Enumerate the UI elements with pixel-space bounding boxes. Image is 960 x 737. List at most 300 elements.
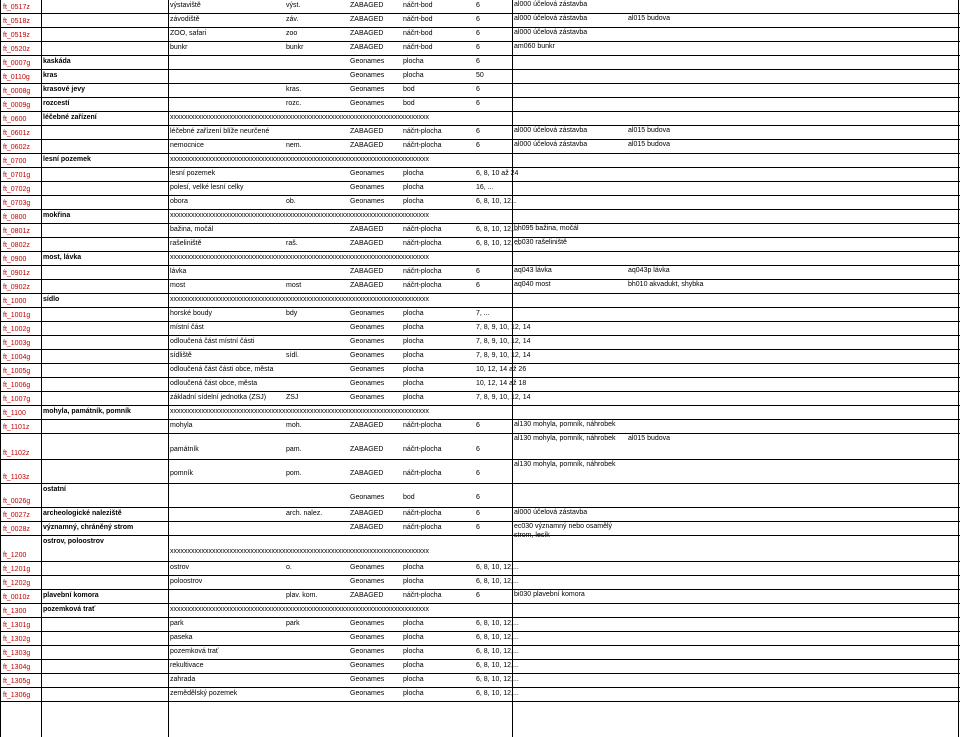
feature-code: ft_1007g <box>3 396 31 403</box>
feature-description: poloostrov <box>170 578 203 585</box>
table-row <box>0 536 960 562</box>
geometry-type: plocha <box>403 58 424 65</box>
data-source: Geonames <box>350 578 385 585</box>
primary-class: aq040 most <box>514 281 551 288</box>
data-source: ZABAGED <box>350 446 384 453</box>
primary-class: al000 účelová zástavba <box>514 29 588 36</box>
primary-class: al000 účelová zástavba <box>514 141 588 148</box>
data-source: ZABAGED <box>350 470 384 477</box>
geometry-type: náčrt-bod <box>403 30 433 37</box>
table-row <box>0 238 960 252</box>
geometry-type: náčrt-plocha <box>403 282 442 289</box>
abbreviation: park <box>286 620 300 627</box>
primary-class: eb030 rašeliniště <box>514 239 567 246</box>
category-name: ostatní <box>43 486 66 493</box>
secondary-class: al015 budova <box>628 127 671 134</box>
table-row <box>0 294 960 308</box>
table-row <box>0 308 960 322</box>
scale-levels: 6, 8, 10, 12, ... <box>476 240 521 247</box>
geometry-type: plocha <box>403 676 424 683</box>
abbreviation: pam. <box>286 446 302 453</box>
table-row <box>0 378 960 392</box>
feature-description: odloučená část obce, města <box>170 380 258 387</box>
feature-code: ft_1004g <box>3 354 31 361</box>
feature-code: ft_1103z <box>3 474 30 481</box>
geometry-type: náčrt-plocha <box>403 128 442 135</box>
primary-class: al000 účelová zástavba <box>514 1 588 8</box>
table-row <box>0 252 960 266</box>
scale-levels: 6, 8, 10, 12,... <box>476 634 519 641</box>
feature-description: most <box>170 282 186 289</box>
primary-class: am060 bunkr <box>514 43 555 50</box>
geometry-type: plocha <box>403 338 424 345</box>
feature-description: bunkr <box>170 44 188 51</box>
data-source: ZABAGED <box>350 128 384 135</box>
table-row <box>0 126 960 140</box>
scale-levels: 7, 8, 9, 10, 12, 14 <box>476 394 531 401</box>
feature-description: ZOO, safari <box>170 30 207 37</box>
feature-description: obora <box>170 198 188 205</box>
table-row <box>0 350 960 364</box>
category-name: ostrov, poloostrov <box>43 538 104 545</box>
abbreviation: sídl. <box>286 352 299 359</box>
primary-class: bh095 bažina, močál <box>514 225 579 232</box>
feature-code: ft_0702g <box>3 186 31 193</box>
scale-levels: 6, 8, 10, 12... <box>476 198 517 205</box>
feature-code: ft_1100 <box>3 410 26 417</box>
primary-class: al130 mohyla, pomník, náhrobek <box>514 461 616 468</box>
table-row <box>0 336 960 350</box>
feature-description: léčebné zařízení blíže neurčené <box>170 128 270 135</box>
feature-code: ft_0602z <box>3 144 30 151</box>
feature-description: mohyla <box>170 422 193 429</box>
scale-levels: 6 <box>476 268 480 275</box>
table-row <box>0 112 960 126</box>
scale-levels: 6 <box>476 592 480 599</box>
category-name: kaskáda <box>43 58 71 65</box>
feature-code: ft_0601z <box>3 130 30 137</box>
feature-description: lávka <box>170 268 187 275</box>
geometry-type: plocha <box>403 184 424 191</box>
data-source: Geonames <box>350 494 385 501</box>
geometry-type: náčrt-plocha <box>403 268 442 275</box>
geometry-type: plocha <box>403 394 424 401</box>
feature-description: nemocnice <box>170 142 204 149</box>
primary-class: ec030 významný nebo osamělý <box>514 523 613 530</box>
feature-code: ft_0110g <box>3 74 30 81</box>
geometry-type: plocha <box>403 324 424 331</box>
scale-levels: 50 <box>476 72 484 79</box>
geometry-type: plocha <box>403 578 424 585</box>
data-source: Geonames <box>350 380 385 387</box>
feature-code: ft_0700 <box>3 158 27 165</box>
separator-filler: xxxxxxxxxxxxxxxxxxxxxxxxxxxxxxxxxxxxxxxxxxxxxxxxxxxxxxxxxxxxxxxxxxxxxxxxxx <box>170 114 429 121</box>
feature-code: ft_1003g <box>3 340 31 347</box>
table-row <box>0 322 960 336</box>
data-source: ZABAGED <box>350 268 384 275</box>
primary-class-cont: strom, lesík <box>514 532 550 539</box>
scale-levels: 6 <box>476 86 480 93</box>
feature-code: ft_0027z <box>3 512 30 519</box>
geometry-type: náčrt-bod <box>403 44 433 51</box>
scale-levels: 6, 8, 10, 12,... <box>476 578 519 585</box>
primary-class: aq043 lávka <box>514 267 552 274</box>
table-row <box>0 98 960 112</box>
feature-code: ft_0902z <box>3 284 30 291</box>
scale-levels: 6, 8, 10, 12,... <box>476 564 519 571</box>
data-source: Geonames <box>350 310 385 317</box>
geometry-type: plocha <box>403 366 424 373</box>
category-name: sídlo <box>43 296 60 303</box>
data-source: Geonames <box>350 366 385 373</box>
table-row <box>0 84 960 98</box>
table-row <box>0 420 960 434</box>
primary-class: al000 účelová zástavba <box>514 15 588 22</box>
feature-code: ft_1005g <box>3 368 31 375</box>
geometry-type: bod <box>403 494 415 501</box>
feature-code: ft_0517z <box>3 4 30 11</box>
table-row <box>0 182 960 196</box>
table-row <box>0 56 960 70</box>
secondary-class: al015 budova <box>628 435 671 442</box>
feature-code: ft_1002g <box>3 326 31 333</box>
feature-description: památník <box>170 446 199 453</box>
feature-description: lesní pozemek <box>170 170 216 177</box>
data-source: ZABAGED <box>350 44 384 51</box>
abbreviation: ZSJ <box>286 394 299 401</box>
category-name: pozemková trať <box>43 606 96 613</box>
abbreviation: rozc. <box>286 100 302 107</box>
abbreviation: pom. <box>286 470 302 477</box>
feature-code: ft_1302g <box>3 636 31 643</box>
data-source: Geonames <box>350 352 385 359</box>
scale-levels: 10, 12, 14 až 26 <box>476 366 527 373</box>
table-row <box>0 266 960 280</box>
feature-code: ft_1102z <box>3 450 30 457</box>
scale-levels: 7, 8, 9, 10, 12, 14 <box>476 338 531 345</box>
data-source: ZABAGED <box>350 226 384 233</box>
geometry-type: náčrt-plocha <box>403 470 442 477</box>
feature-code: ft_0007g <box>3 60 31 67</box>
data-source: Geonames <box>350 690 385 697</box>
geometry-type: náčrt-plocha <box>403 240 442 247</box>
geometry-type: náčrt-bod <box>403 16 433 23</box>
abbreviation: bdy <box>286 310 298 317</box>
feature-code: ft_1201g <box>3 566 31 573</box>
scale-levels: 6 <box>476 100 480 107</box>
data-source: Geonames <box>350 72 385 79</box>
scale-levels: 6, 8, 10 až 24 <box>476 170 519 177</box>
category-name: kras <box>43 72 58 79</box>
data-source: Geonames <box>350 564 385 571</box>
table-row <box>0 576 960 590</box>
table-row <box>0 140 960 154</box>
feature-code: ft_1200 <box>3 552 27 559</box>
table-row <box>0 392 960 406</box>
abbreviation: moh. <box>286 422 302 429</box>
abbreviation: nem. <box>286 142 302 149</box>
scale-levels: 16, ... <box>476 184 494 191</box>
data-source: Geonames <box>350 620 385 627</box>
table-row <box>0 42 960 56</box>
feature-code: ft_1303g <box>3 650 31 657</box>
category-name: krasové jevy <box>43 86 86 93</box>
feature-description: horské boudy <box>170 310 213 317</box>
category-name: plavební komora <box>43 592 99 599</box>
separator-filler: xxxxxxxxxxxxxxxxxxxxxxxxxxxxxxxxxxxxxxxxxxxxxxxxxxxxxxxxxxxxxxxxxxxxxxxxxx <box>170 212 429 219</box>
separator-filler: xxxxxxxxxxxxxxxxxxxxxxxxxxxxxxxxxxxxxxxxxxxxxxxxxxxxxxxxxxxxxxxxxxxxxxxxxx <box>170 606 429 613</box>
data-source: Geonames <box>350 648 385 655</box>
feature-description: zemědělský pozemek <box>170 690 238 697</box>
data-source: Geonames <box>350 394 385 401</box>
data-source: Geonames <box>350 184 385 191</box>
feature-description: pozemková trať <box>170 648 219 655</box>
data-source: ZABAGED <box>350 2 384 9</box>
table-row <box>0 406 960 420</box>
secondary-class: bh010 akvadukt, shybka <box>628 281 704 288</box>
feature-code: ft_1306g <box>3 692 31 699</box>
feature-description: základní sídelní jednotka (ZSJ) <box>170 394 267 401</box>
geometry-type: plocha <box>403 198 424 205</box>
feature-code: ft_0600 <box>3 116 27 123</box>
primary-class: al130 mohyla, pomník, náhrobek <box>514 421 616 428</box>
feature-code: ft_1000 <box>3 298 27 305</box>
category-name: mohyla, památník, pomník <box>43 408 131 415</box>
geometry-type: náčrt-plocha <box>403 524 442 531</box>
scale-levels: 6 <box>476 524 480 531</box>
feature-code: ft_0026g <box>3 498 31 505</box>
column-divider <box>168 0 169 737</box>
scale-levels: 6 <box>476 282 480 289</box>
feature-code: ft_0518z <box>3 18 30 25</box>
feature-code: ft_0028z <box>3 526 30 533</box>
separator-filler: xxxxxxxxxxxxxxxxxxxxxxxxxxxxxxxxxxxxxxxxxxxxxxxxxxxxxxxxxxxxxxxxxxxxxxxxxx <box>170 156 429 163</box>
abbreviation: bunkr <box>286 44 304 51</box>
category-name: most, lávka <box>43 254 82 261</box>
table-row <box>0 618 960 632</box>
feature-code: ft_0010z <box>3 594 30 601</box>
feature-description: závodiště <box>170 16 200 23</box>
geometry-type: plocha <box>403 662 424 669</box>
feature-description: rašeliniště <box>170 240 202 247</box>
table-row <box>0 632 960 646</box>
table-row <box>0 28 960 42</box>
geometry-type: plocha <box>403 310 424 317</box>
separator-filler: xxxxxxxxxxxxxxxxxxxxxxxxxxxxxxxxxxxxxxxxxxxxxxxxxxxxxxxxxxxxxxxxxxxxxxxxxx <box>170 296 429 303</box>
scale-levels: 7, ... <box>476 310 490 317</box>
geometry-type: plocha <box>403 170 424 177</box>
primary-class: al000 účelová zástavba <box>514 509 588 516</box>
table-row <box>0 508 960 522</box>
data-source: Geonames <box>350 86 385 93</box>
data-source: Geonames <box>350 58 385 65</box>
geometry-type: náčrt-plocha <box>403 422 442 429</box>
geometry-type: plocha <box>403 72 424 79</box>
data-source: ZABAGED <box>350 240 384 247</box>
data-source: Geonames <box>350 676 385 683</box>
feature-description: odloučená část místní části <box>170 338 255 345</box>
abbreviation: zoo <box>286 30 298 37</box>
table-row <box>0 14 960 28</box>
feature-description: paseka <box>170 634 193 641</box>
column-divider <box>41 0 42 737</box>
feature-description: sídliště <box>170 352 192 359</box>
scale-levels: 6 <box>476 142 480 149</box>
abbreviation: arch. nalez. <box>286 510 323 517</box>
data-source: ZABAGED <box>350 592 384 599</box>
column-divider <box>958 0 959 737</box>
abbreviation: raš. <box>286 240 298 247</box>
data-source: Geonames <box>350 170 385 177</box>
table-row <box>0 196 960 210</box>
scale-levels: 6, 8, 10, 12,... <box>476 620 519 627</box>
geometry-type: náčrt-bod <box>403 2 433 9</box>
feature-code: ft_1001g <box>3 312 31 319</box>
primary-class: bi030 plavební komora <box>514 591 585 598</box>
category-name: lesní pozemek <box>43 156 91 163</box>
geometry-type: plocha <box>403 564 424 571</box>
secondary-class: al015 budova <box>628 15 671 22</box>
data-source: ZABAGED <box>350 142 384 149</box>
data-source: Geonames <box>350 100 385 107</box>
scale-levels: 6, 8, 10, 12,... <box>476 648 519 655</box>
table-row <box>0 168 960 182</box>
feature-code: ft_1300 <box>3 608 27 615</box>
scale-levels: 6 <box>476 30 480 37</box>
scale-levels: 6 <box>476 494 480 501</box>
feature-code: ft_1101z <box>3 424 30 431</box>
data-source: Geonames <box>350 198 385 205</box>
table-row <box>0 364 960 378</box>
geometry-type: plocha <box>403 690 424 697</box>
separator-filler: xxxxxxxxxxxxxxxxxxxxxxxxxxxxxxxxxxxxxxxxxxxxxxxxxxxxxxxxxxxxxxxxxxxxxxxxxx <box>170 548 429 555</box>
table-row <box>0 70 960 84</box>
feature-code: ft_1304g <box>3 664 31 671</box>
category-name: významný, chráněný strom <box>43 524 134 531</box>
table-row <box>0 522 960 539</box>
data-source: ZABAGED <box>350 282 384 289</box>
table-row <box>0 280 960 294</box>
table-row <box>0 460 960 484</box>
feature-code: ft_0703g <box>3 200 31 207</box>
feature-code: ft_1305g <box>3 678 31 685</box>
feature-description: polesí, velké lesní celky <box>170 184 244 191</box>
scale-levels: 6, 8, 10, 12,... <box>476 690 519 697</box>
feature-code: ft_0802z <box>3 242 30 249</box>
scale-levels: 6, 8, 10, 12,... <box>476 676 519 683</box>
abbreviation: plav. kom. <box>286 592 318 599</box>
column-divider <box>0 0 1 737</box>
column-divider <box>512 0 513 737</box>
feature-code: ft_0800 <box>3 214 27 221</box>
geometry-type: náčrt-plocha <box>403 592 442 599</box>
table-row <box>0 154 960 168</box>
feature-description: ostrov <box>170 564 190 571</box>
table-row <box>0 688 960 702</box>
scale-levels: 6 <box>476 422 480 429</box>
feature-code: ft_1006g <box>3 382 31 389</box>
table-row <box>0 590 960 604</box>
feature-code: ft_0701g <box>3 172 31 179</box>
geometry-type: náčrt-plocha <box>403 142 442 149</box>
feature-code: ft_0008g <box>3 88 31 95</box>
table-row <box>0 224 960 238</box>
scale-levels: 6 <box>476 128 480 135</box>
scale-levels: 6 <box>476 510 480 517</box>
abbreviation: výst. <box>286 2 301 9</box>
geometry-type: bod <box>403 86 415 93</box>
scale-levels: 6, 8, 10, 12,... <box>476 662 519 669</box>
abbreviation: o. <box>286 564 292 571</box>
feature-description: park <box>170 620 184 627</box>
geometry-type: bod <box>403 100 415 107</box>
feature-code: ft_0520z <box>3 46 30 53</box>
feature-code: ft_0009g <box>3 102 31 109</box>
feature-description: zahrada <box>170 676 196 683</box>
secondary-class: al015 budova <box>628 141 671 148</box>
table-row <box>0 562 960 576</box>
geometry-type: náčrt-plocha <box>403 226 442 233</box>
primary-class: al000 účelová zástavba <box>514 127 588 134</box>
separator-filler: xxxxxxxxxxxxxxxxxxxxxxxxxxxxxxxxxxxxxxxxxxxxxxxxxxxxxxxxxxxxxxxxxxxxxxxxxx <box>170 254 429 261</box>
scale-levels: 7, 8, 9, 10, 12, 14 <box>476 352 531 359</box>
category-name: archeologické naleziště <box>43 510 122 517</box>
separator-filler: xxxxxxxxxxxxxxxxxxxxxxxxxxxxxxxxxxxxxxxxxxxxxxxxxxxxxxxxxxxxxxxxxxxxxxxxxx <box>170 408 429 415</box>
scale-levels: 6 <box>476 44 480 51</box>
geometry-type: plocha <box>403 648 424 655</box>
data-source: ZABAGED <box>350 510 384 517</box>
table-row <box>0 674 960 688</box>
secondary-class: aq043p lávka <box>628 267 670 274</box>
geometry-type: plocha <box>403 352 424 359</box>
row-divider <box>0 701 960 702</box>
table-row <box>0 434 960 460</box>
feature-description: odloučená část části obce, města <box>170 366 274 373</box>
scale-levels: 6 <box>476 58 480 65</box>
feature-description: místní část <box>170 324 204 331</box>
abbreviation: most <box>286 282 302 289</box>
abbreviation: kras. <box>286 86 302 93</box>
data-source: Geonames <box>350 634 385 641</box>
table-row <box>0 604 960 618</box>
scale-levels: 6 <box>476 446 480 453</box>
feature-code: ft_1301g <box>3 622 31 629</box>
scale-levels: 6 <box>476 470 480 477</box>
category-name: mokřina <box>43 212 71 219</box>
feature-code: ft_0900 <box>3 256 27 263</box>
scale-levels: 6 <box>476 2 480 9</box>
data-source: ZABAGED <box>350 30 384 37</box>
category-name: léčebné zařízení <box>43 114 97 121</box>
primary-class: al130 mohyla, pomník, náhrobek <box>514 435 616 442</box>
data-source: Geonames <box>350 662 385 669</box>
category-name: rozcestí <box>43 100 70 107</box>
feature-description: výstaviště <box>170 2 201 9</box>
feature-description: pomník <box>170 470 193 477</box>
data-source: Geonames <box>350 324 385 331</box>
table-row <box>0 646 960 660</box>
scale-levels: 6, 8, 10, 12,... <box>476 226 519 233</box>
feature-code: ft_0519z <box>3 32 30 39</box>
data-source: Geonames <box>350 338 385 345</box>
feature-code: ft_1202g <box>3 580 31 587</box>
table-row <box>0 210 960 224</box>
geometry-type: plocha <box>403 380 424 387</box>
geometry-type: náčrt-plocha <box>403 510 442 517</box>
data-source: ZABAGED <box>350 16 384 23</box>
scale-levels: 7, 8, 9, 10, 12, 14 <box>476 324 531 331</box>
feature-code: ft_0901z <box>3 270 30 277</box>
